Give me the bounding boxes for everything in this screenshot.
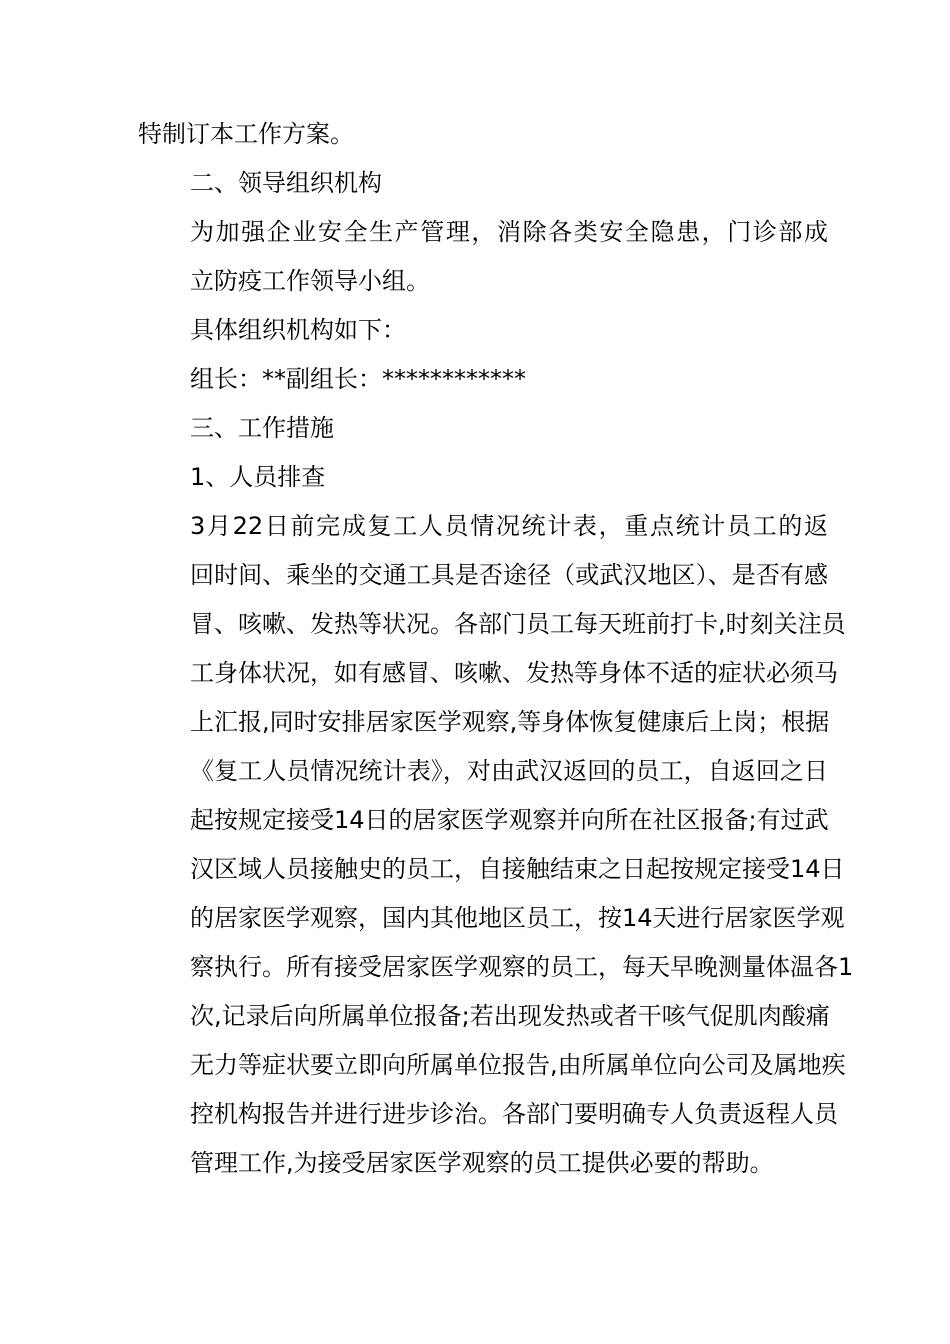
text-line: 上汇报,同时安排居家医学观察,等身体恢复健康后上岗；根据 [190,708,830,736]
text-line: 次,记录后向所属单位报备;若出现发热或者干咳气促肌肉酸痛 [190,1002,830,1030]
text-line: 二、领导组织机构 [190,169,382,197]
text-line: 三、工作措施 [190,414,334,442]
paragraph-p3 [138,306,828,355]
paragraph-p2 [138,208,828,306]
text-line: 组长：**副组长：************ [190,365,526,393]
text-line: 起按规定接受14日的居家医学观察并向所在社区报备;有过武 [190,806,829,834]
text-line: 工身体状况，如有感冒、咳嗽、发热等身体不适的症状必须马 [190,659,838,687]
text-line: 《复工人员情况统计表》，对由武汉返回的员工，自返回之日 [190,757,828,785]
text-line: 汉区域人员接触史的员工，自接触结束之日起按规定接受14日 [190,855,845,883]
text-line: 冒、咳嗽、发热等状况。各部门员工每天班前打卡,时刻关注员 [190,610,846,638]
paragraph-p5 [138,404,828,453]
text-line: 立防疫工作领导小组。 [190,267,430,295]
paragraph-p4 [138,355,828,404]
paragraph-p0 [138,110,828,159]
text-line: 回时间、乘坐的交通工具是否途径（或武汉地区）、是否有感 [190,561,828,589]
text-line: 察执行。所有接受居家医学观察的员工，每天早晚测量体温各1 [190,953,854,981]
text-line: 管理工作,为接受居家医学观察的员工提供必要的帮助。 [190,1149,774,1177]
document-body [138,110,854,1188]
text-line: 1、人员排查 [190,463,326,491]
paragraph-p7 [138,502,854,1188]
text-line: 特制订本工作方案。 [138,120,354,148]
text-line: 的居家医学观察，国内其他地区员工，按14天进行居家医学观 [190,904,845,932]
text-line: 3月22日前完成复工人员情况统计表，重点统计员工的返 [190,512,828,540]
paragraph-p6 [138,453,828,502]
text-line: 控机构报告并进行进步诊治。各部门要明确专人负责返程人员 [190,1100,838,1128]
text-line: 无力等症状要立即向所属单位报告,由所属单位向公司及属地疾 [190,1051,846,1079]
text-line: 具体组织机构如下： [190,316,406,344]
paragraph-p1 [138,159,828,208]
text-line: 为加强企业安全生产管理，消除各类安全隐患，门诊部成 [190,218,828,246]
